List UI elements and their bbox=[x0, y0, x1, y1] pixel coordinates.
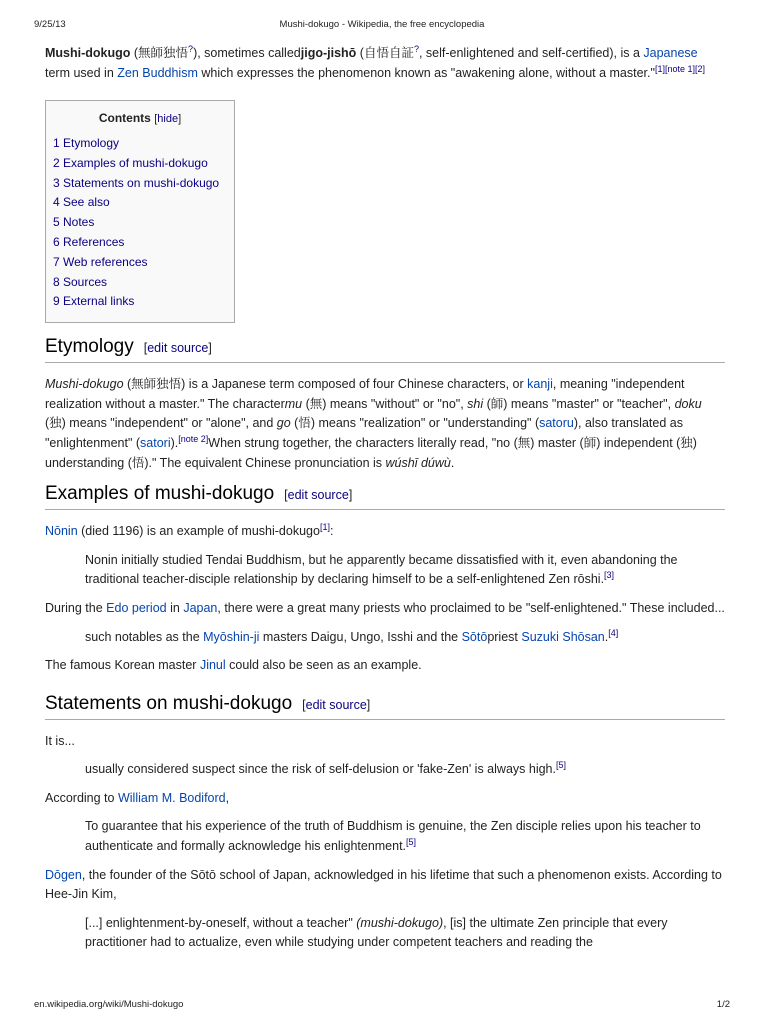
link-japanese[interactable]: Japanese bbox=[643, 46, 698, 60]
etym-shi: shi bbox=[467, 396, 484, 411]
print-header bbox=[34, 18, 730, 32]
link-kanji[interactable]: kanji bbox=[527, 377, 553, 392]
toc-item-references[interactable]: 6 References bbox=[53, 234, 125, 249]
ref-1-b[interactable]: [1] bbox=[319, 521, 330, 532]
link-soto[interactable]: Sōtō bbox=[461, 629, 488, 644]
etym-text: (師) means "master" or "teacher", bbox=[483, 396, 675, 411]
toc-item-examples[interactable]: 2 Examples of mushi-dokugo bbox=[53, 155, 208, 170]
etym-text: (無) means "without" or "no", bbox=[302, 396, 468, 411]
print-footer bbox=[34, 998, 730, 1012]
ref-4[interactable]: [4] bbox=[608, 627, 619, 638]
statements-text: , bbox=[225, 790, 230, 805]
lead-text-1: ), sometimes called bbox=[193, 46, 301, 60]
quote-text: such notables as the bbox=[85, 629, 204, 644]
edit-source-etymology[interactable]: edit source bbox=[147, 341, 209, 356]
etym-doku: doku bbox=[674, 396, 702, 411]
ref-3[interactable]: [3] bbox=[604, 570, 615, 581]
toc-title-text: Contents bbox=[98, 111, 151, 126]
lead-kanji-2: (自悟自証 bbox=[356, 46, 414, 60]
quote-text: . bbox=[604, 629, 609, 644]
link-nonin[interactable]: Nōnin bbox=[45, 524, 78, 539]
quote-text: [...] enlightenment-by-oneself, without a teacher" bbox=[85, 915, 357, 930]
lead-text-3: term used in bbox=[45, 65, 118, 80]
toc-item-web-references[interactable]: 7 Web references bbox=[53, 254, 148, 269]
ref-5-b[interactable]: [5] bbox=[406, 836, 417, 847]
toc-list bbox=[46, 134, 234, 312]
examples-text: The famous Korean master bbox=[45, 658, 200, 673]
etym-mu: mu bbox=[284, 396, 303, 411]
ref-2[interactable]: [2] bbox=[694, 63, 705, 74]
etym-text: . bbox=[450, 455, 455, 470]
heading-examples-text: Examples of mushi-dokugo bbox=[45, 483, 275, 505]
lead-kanji: (無師独悟 bbox=[130, 46, 189, 60]
examples-text: : bbox=[329, 524, 334, 539]
print-url: en.wikipedia.org/wiki/Mushi-dokugo bbox=[34, 999, 184, 1010]
link-suzuki-shosan[interactable]: Suzuki Shōsan bbox=[521, 629, 605, 644]
examples-text: During the bbox=[45, 600, 107, 615]
toc-item-statements[interactable]: 3 Statements on mushi-dokugo bbox=[53, 175, 220, 190]
lead-term: Mushi-dokugo bbox=[45, 46, 131, 60]
ref-note-2[interactable]: [note 2] bbox=[178, 433, 209, 444]
etym-text: ). bbox=[170, 435, 179, 450]
quote-text: To guarantee that his experience of the truth of Buddhism is genuine, the Zen disciple relies upon his teacher to authenticate and formally acknowledge his enlightenment. bbox=[85, 819, 701, 854]
etymology-paragraph bbox=[45, 375, 725, 473]
link-satori[interactable]: satori bbox=[140, 435, 171, 450]
etym-text: (悟) means "realization" or "understanding" ( bbox=[290, 416, 540, 431]
print-page-title: Mushi-dokugo - Wikipedia, the free encyclopedia bbox=[279, 19, 485, 30]
link-bodiford[interactable]: William M. Bodiford bbox=[117, 790, 226, 805]
edit-source-examples[interactable]: edit source bbox=[287, 488, 349, 503]
toc-title: Contents [hide] bbox=[98, 111, 182, 126]
heading-etymology-text: Etymology bbox=[45, 336, 134, 358]
article-content bbox=[45, 44, 725, 962]
examples-text: could also be seen as an example. bbox=[225, 658, 422, 673]
pronunciation-link-2[interactable]: ? bbox=[413, 43, 419, 54]
heading-examples: Examples of mushi-dokugo [edit source] bbox=[45, 482, 725, 510]
lead-text-2: , self-enlightened and self-certified), is a bbox=[418, 46, 644, 60]
quote-term: (mushi-dokugo) bbox=[356, 915, 444, 930]
lead-alt-term: jigo-jishō bbox=[300, 46, 357, 60]
toc-hide-link[interactable]: hide bbox=[157, 113, 179, 126]
ref-1[interactable]: [1] bbox=[654, 63, 665, 74]
lead-paragraph bbox=[45, 44, 725, 83]
statements-paragraph-3 bbox=[45, 866, 725, 905]
examples-text: in bbox=[166, 600, 184, 615]
toc-item-etymology[interactable]: 1 Etymology bbox=[53, 135, 120, 150]
link-japan[interactable]: Japan bbox=[183, 600, 218, 615]
toc-item-see-also[interactable]: 4 See also bbox=[53, 195, 110, 210]
statements-paragraph-2 bbox=[45, 789, 725, 809]
ref-note-1[interactable]: [note 1] bbox=[664, 63, 695, 74]
quote-text: Nonin initially studied Tendai Buddhism, but he apparently became dissatisfied with it, even abandoning the traditional teacher-disciple relationship by declaring himself to be a self-enlightened Zen rōshi. bbox=[85, 552, 678, 587]
link-jinul[interactable]: Jinul bbox=[199, 658, 226, 673]
ref-5-a[interactable]: [5] bbox=[555, 760, 566, 771]
etym-pinyin: wúshī dúwù bbox=[385, 455, 451, 470]
link-myoshin-ji[interactable]: Myōshin-ji bbox=[203, 629, 260, 644]
examples-text: (died 1196) is an example of mushi-dokugo bbox=[77, 524, 320, 539]
quote-text: usually considered suspect since the risk of self-delusion or 'fake-Zen' is always high. bbox=[85, 762, 556, 777]
link-satoru[interactable]: satoru bbox=[539, 416, 574, 431]
print-date: 9/25/13 bbox=[34, 19, 66, 30]
print-page-number: 1/2 bbox=[716, 999, 730, 1010]
blockquote-kim bbox=[85, 914, 725, 953]
lead-text-4: which expresses the phenomenon known as "awakening alone, without a master." bbox=[197, 65, 655, 80]
blockquote-bodiford bbox=[85, 817, 725, 856]
etym-text: (独) means "independent" or "alone", and bbox=[45, 416, 277, 431]
examples-paragraph-1 bbox=[45, 522, 725, 542]
heading-statements: Statements on mushi-dokugo [edit source] bbox=[45, 692, 725, 720]
heading-statements-text: Statements on mushi-dokugo bbox=[45, 692, 293, 714]
heading-etymology: Etymology [edit source] bbox=[45, 335, 725, 363]
etym-text: (無師独悟) is a Japanese term composed of four Chinese characters, or bbox=[123, 377, 528, 392]
statements-text: According to bbox=[45, 790, 118, 805]
blockquote-nonin bbox=[85, 551, 725, 590]
etym-text: When strung together, the characters literally read, "no (無) master (師) independent (独) understanding (悟)." The equivalent Chinese pronunciation is bbox=[45, 435, 697, 470]
quote-text: priest bbox=[487, 629, 522, 644]
etym-go: go bbox=[276, 416, 291, 431]
statements-paragraph-1: It is... bbox=[45, 733, 75, 748]
statements-text: , the founder of the Sōtō school of Japan, acknowledged in his lifetime that such a phenomenon exists. According to Hee-Jin Kim, bbox=[45, 867, 722, 902]
examples-paragraph-3 bbox=[45, 656, 725, 676]
etym-text: ), also translated as "enlightenment" ( bbox=[45, 416, 683, 450]
quote-text: , [is] the ultimate Zen principle that every practitioner had to actualize, even while studying under competent teachers and reading the bbox=[85, 915, 668, 950]
toc-item-external-links[interactable]: 9 External links bbox=[53, 294, 135, 309]
link-dogen[interactable]: Dōgen bbox=[45, 867, 82, 882]
table-of-contents bbox=[45, 100, 235, 323]
link-zen-buddhism[interactable]: Zen Buddhism bbox=[117, 65, 198, 80]
blockquote-notables bbox=[85, 628, 725, 648]
toc-item-notes[interactable]: 5 Notes bbox=[53, 215, 95, 230]
toc-item-sources[interactable]: 8 Sources bbox=[53, 274, 108, 289]
pronunciation-link-1[interactable]: ? bbox=[188, 43, 194, 54]
edit-source-statements[interactable]: edit source bbox=[305, 697, 367, 712]
quote-text: masters Daigu, Ungo, Isshi and the bbox=[259, 629, 462, 644]
etym-text: , meaning "independent realization without a master." The character bbox=[45, 377, 685, 411]
etym-term: Mushi-dokugo bbox=[45, 377, 124, 392]
examples-paragraph-2 bbox=[45, 599, 725, 619]
examples-text: , there were a great many priests who proclaimed to be "self-enlightened." These included... bbox=[217, 600, 725, 615]
link-edo-period[interactable]: Edo period bbox=[106, 600, 167, 615]
blockquote-suspect bbox=[85, 760, 725, 780]
